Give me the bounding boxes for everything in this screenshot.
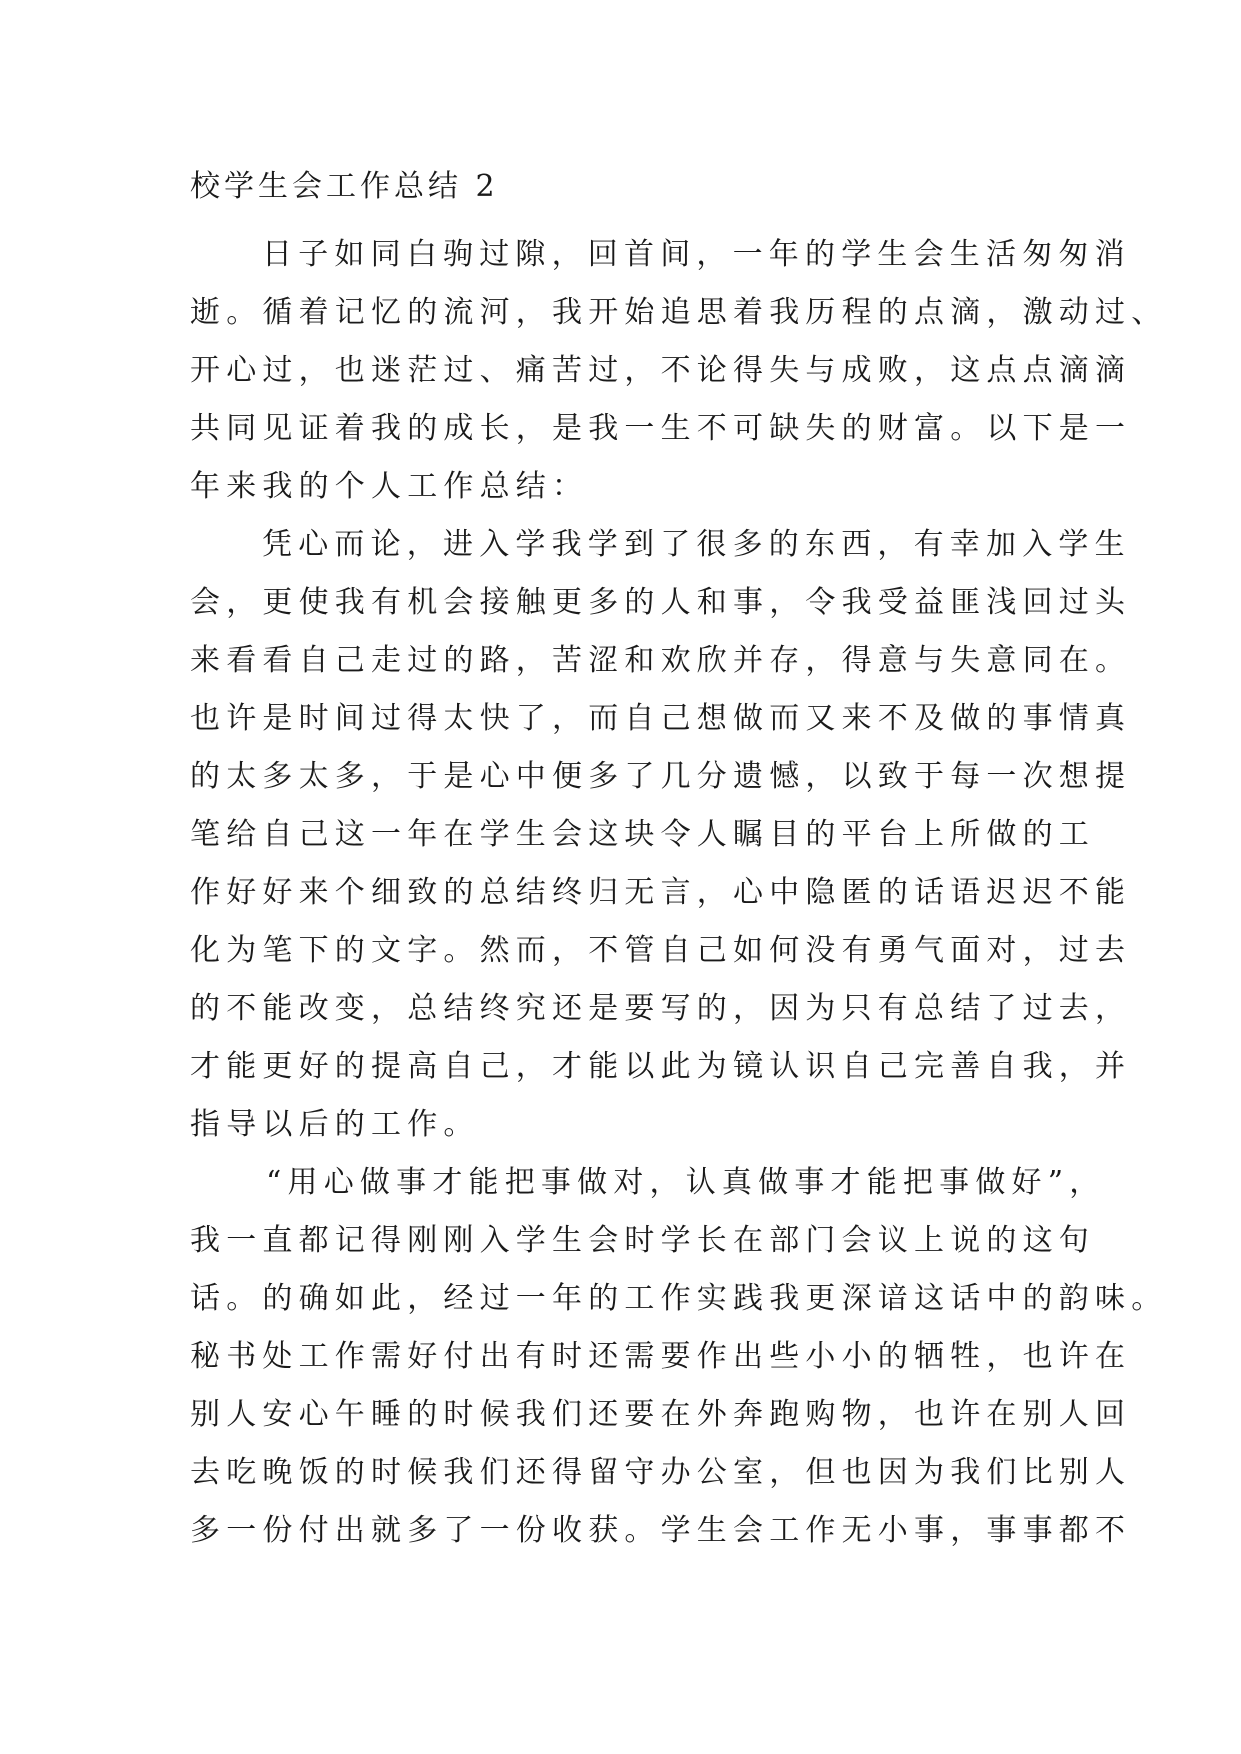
- paragraph-line: 笔给自己这一年在学生会这块令人瞩目的平台上所做的工: [190, 817, 1095, 852]
- paragraph-line: 共同见证着我的成长，是我一生不可缺失的财富。以下是一: [190, 411, 1132, 446]
- paragraph-line: 的不能改变，总结终究还是要写的，因为只有总结了过去，: [190, 991, 1132, 1026]
- paragraph-1: [190, 226, 1168, 516]
- paragraph-line: 逝。循着记忆的流河，我开始追思着我历程的点滴，激动过、: [190, 295, 1168, 330]
- paragraph-line: 秘书处工作需好付出有时还需要作出些小小的牺牲，也许在: [190, 1339, 1132, 1374]
- paragraph-line: 指导以后的工作。: [190, 1107, 480, 1142]
- paragraph-line: 凭心而论，进入学我学到了很多的东西，有幸加入学生: [262, 527, 1131, 562]
- paragraph-line: 别人安心午睡的时候我们还要在外奔跑购物，也许在别人回: [190, 1397, 1132, 1432]
- document-title: 校学生会工作总结 2: [190, 169, 499, 204]
- paragraph-line: 才能更好的提高自己，才能以此为镜认识自己完善自我，并: [190, 1049, 1132, 1084]
- paragraph-line: 也许是时间过得太快了，而自己想做而又来不及做的事情真: [190, 701, 1132, 736]
- paragraph-line: 化为笔下的文字。然而，不管自己如何没有勇气面对，过去: [190, 933, 1132, 968]
- paragraph-line: 日子如同白驹过隙，回首间，一年的学生会生活匆匆消: [262, 237, 1131, 272]
- paragraph-line: 去吃晚饭的时候我们还得留守办公室，但也因为我们比别人: [190, 1455, 1132, 1490]
- document-body: [190, 162, 1168, 1560]
- paragraph-line: 多一份付出就多了一份收获。学生会工作无小事，事事都不: [190, 1513, 1132, 1548]
- paragraph-line: 的太多太多，于是心中便多了几分遗憾，以致于每一次想提: [190, 759, 1132, 794]
- paragraph-3: [190, 1154, 1168, 1560]
- paragraph-line: 年来我的个人工作总结：: [190, 469, 589, 504]
- paragraph-line: “用心做事才能把事做对，认真做事才能把事做好”，: [266, 1165, 1106, 1200]
- paragraph-line: 话。的确如此，经过一年的工作实践我更深谙这话中的韵味。: [190, 1281, 1168, 1316]
- paragraph-line: 会，更使我有机会接触更多的人和事，令我受益匪浅回过头: [190, 585, 1132, 620]
- paragraph-line: 我一直都记得刚刚入学生会时学长在部门会议上说的这句: [190, 1223, 1095, 1258]
- paragraph-line: 开心过，也迷茫过、痛苦过，不论得失与成败，这点点滴滴: [190, 353, 1132, 388]
- paragraph-line: 作好好来个细致的总结终归无言，心中隐匿的话语迟迟不能: [190, 875, 1132, 910]
- paragraph-line: 来看看自己走过的路，苦涩和欢欣并存，得意与失意同在。: [190, 643, 1132, 678]
- paragraph-2: [190, 516, 1132, 1154]
